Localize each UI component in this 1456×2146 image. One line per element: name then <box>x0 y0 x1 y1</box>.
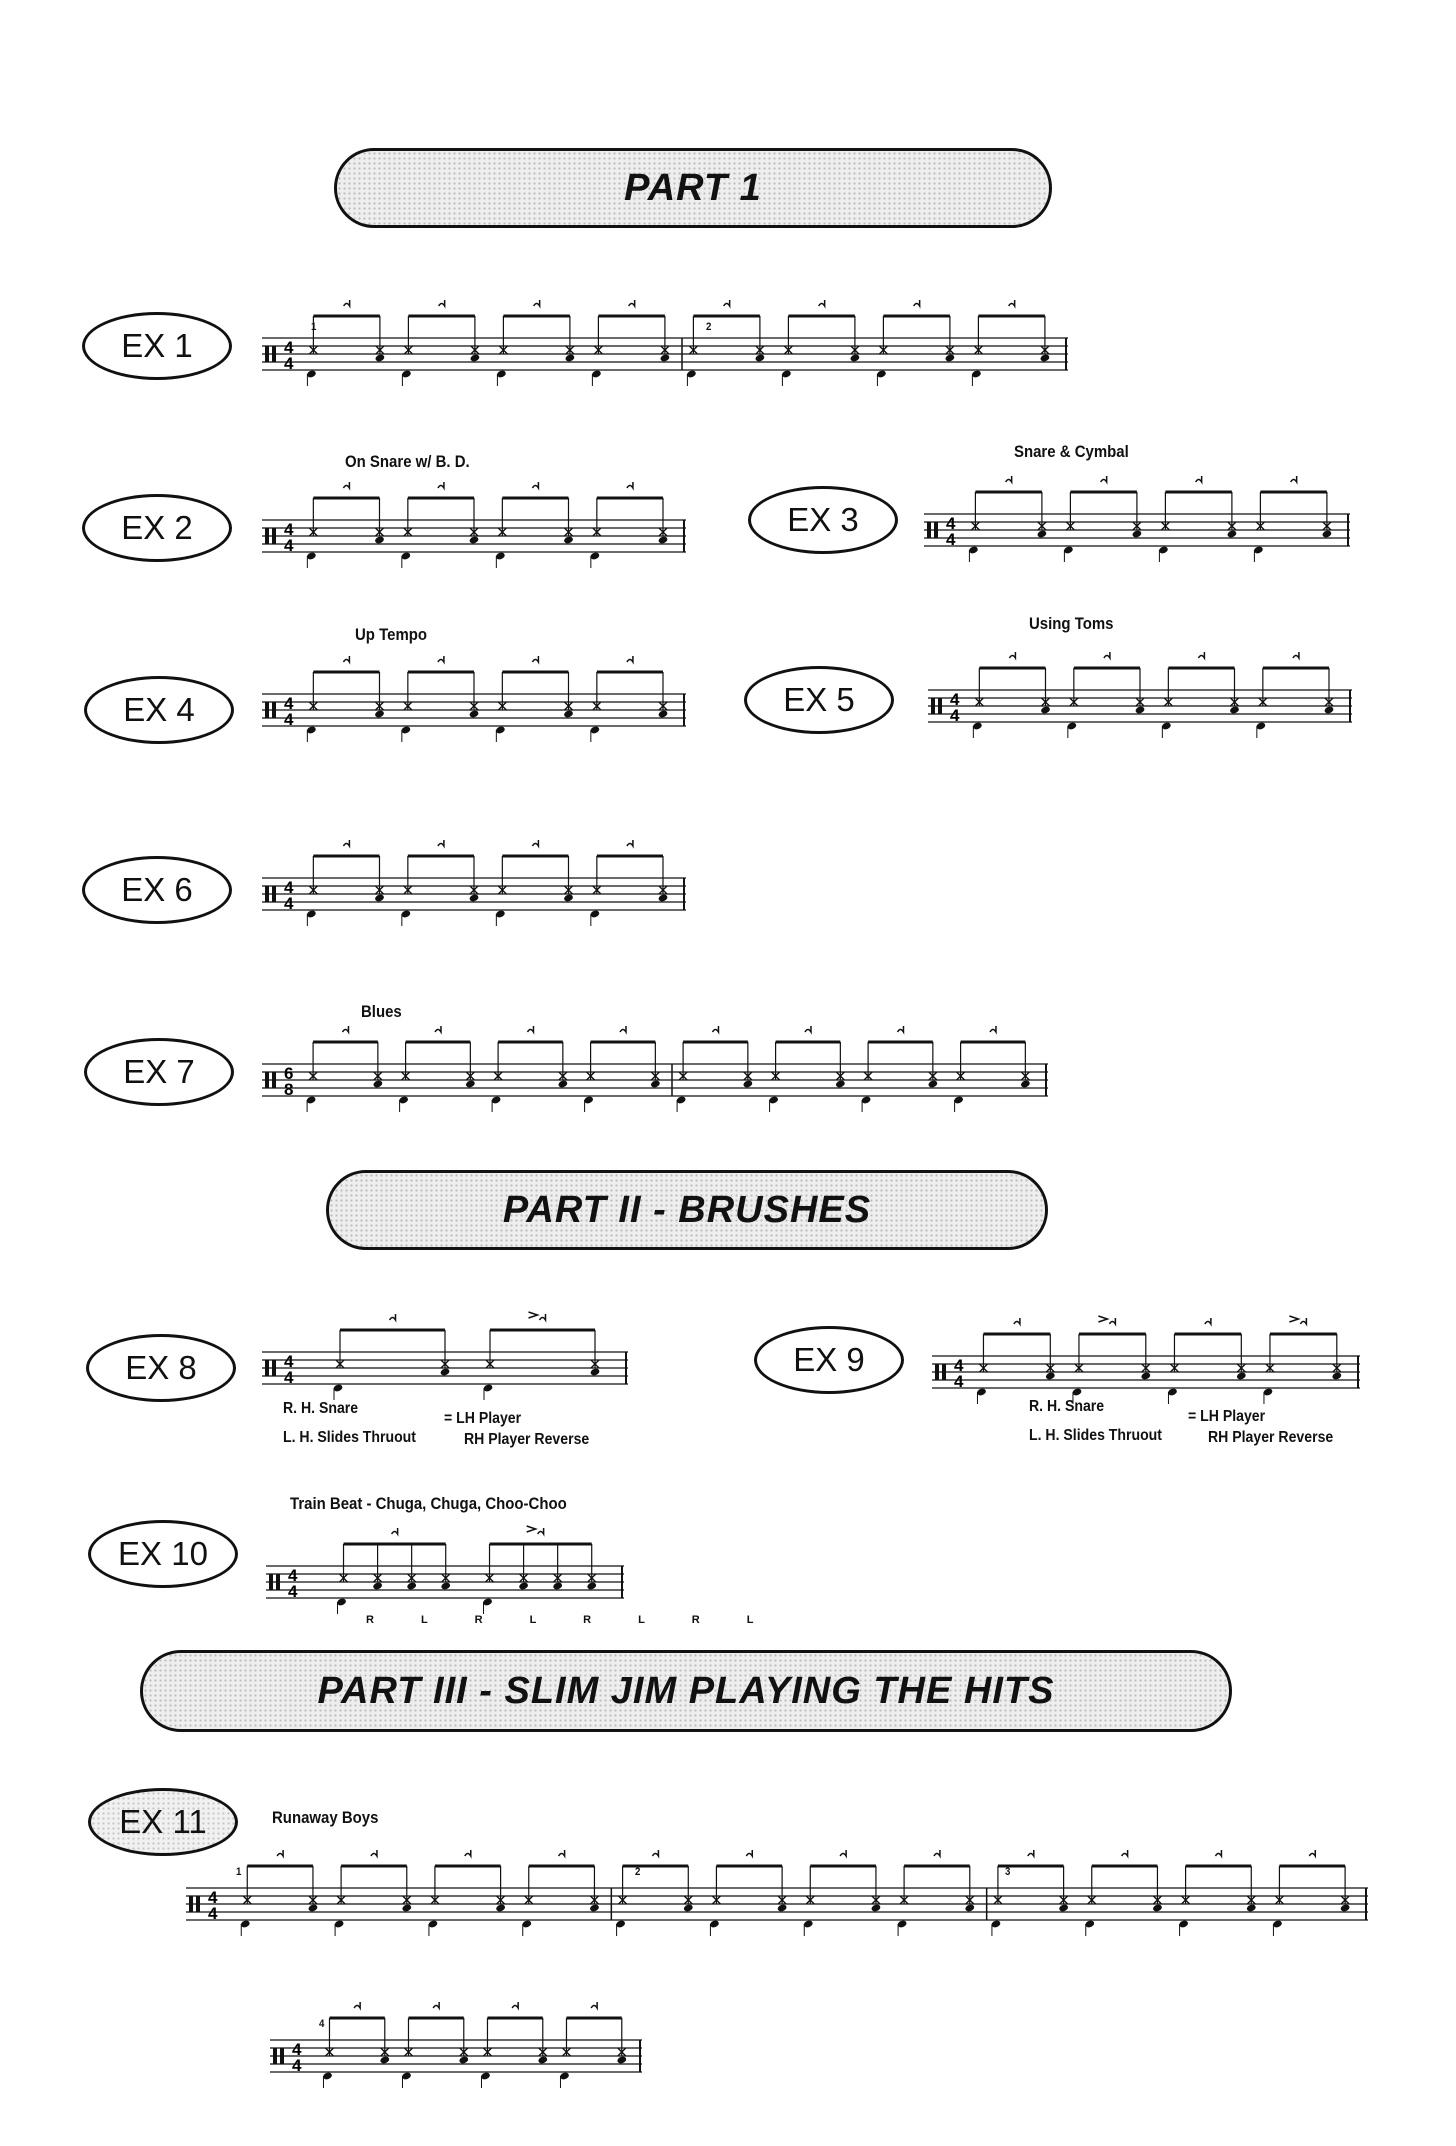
snare-notehead <box>850 353 861 362</box>
example-label-ex8: EX 8 <box>86 1334 236 1402</box>
time-signature-bottom: 4 <box>284 354 294 373</box>
swing-mark <box>819 300 825 306</box>
snare-notehead <box>743 1079 754 1088</box>
swing-mark <box>371 1850 377 1856</box>
snare-notehead <box>563 709 574 718</box>
snare-notehead <box>440 1367 451 1376</box>
percussion-clef <box>273 2048 277 2064</box>
swing-mark <box>934 1850 940 1856</box>
swing-mark <box>532 840 538 846</box>
swing-mark <box>1028 1850 1034 1856</box>
swing-mark <box>534 300 540 306</box>
note-text: R. H. Snare <box>283 1400 359 1417</box>
snare-notehead <box>755 353 766 362</box>
snare-notehead <box>616 2055 627 2064</box>
example-label-ex5: EX 5 <box>744 666 894 734</box>
snare-notehead <box>1322 529 1333 538</box>
example-label-ex9: EX 9 <box>754 1326 904 1394</box>
percussion-clef <box>269 1574 273 1590</box>
measure-number: 2 <box>706 321 712 333</box>
swing-mark <box>620 1026 626 1032</box>
note-text: = LH Player <box>444 1410 522 1427</box>
snare-notehead <box>835 1079 846 1088</box>
section-banner-part2 <box>326 1170 1048 1250</box>
percussion-clef <box>265 1360 269 1376</box>
snare-notehead <box>372 1581 383 1590</box>
measure-number: 2 <box>635 1866 641 1878</box>
snare-notehead <box>1236 1371 1247 1380</box>
time-signature-top: 4 <box>284 338 294 357</box>
swing-mark <box>532 656 538 662</box>
percussion-clef <box>934 522 938 538</box>
snare-notehead <box>1331 1371 1342 1380</box>
snare-notehead <box>375 353 386 362</box>
accent-mark <box>529 1312 538 1318</box>
snare-notehead <box>406 1581 417 1590</box>
note-text: = LH Player <box>1188 1408 1266 1425</box>
swing-mark <box>527 1026 533 1032</box>
snare-notehead <box>470 353 481 362</box>
percussion-clef <box>938 698 942 714</box>
snare-notehead <box>552 1581 563 1590</box>
snare-notehead <box>1058 1903 1069 1912</box>
swing-mark <box>438 656 444 662</box>
time-signature-top: 4 <box>950 690 960 709</box>
swing-mark <box>1309 1850 1315 1856</box>
swing-mark <box>1300 1318 1306 1324</box>
snare-notehead <box>1152 1903 1163 1912</box>
swing-mark <box>1009 652 1015 658</box>
percussion-clef <box>189 1896 193 1912</box>
snare-notehead <box>1135 705 1146 714</box>
swing-mark <box>1104 652 1110 658</box>
snare-notehead <box>1246 1903 1257 1912</box>
swing-mark <box>990 1026 996 1032</box>
example-caption: Blues <box>361 1002 402 1021</box>
example-caption: Runaway Boys <box>272 1808 379 1827</box>
swing-mark <box>343 482 349 488</box>
percussion-clef <box>272 886 276 902</box>
percussion-clef <box>265 702 269 718</box>
snare-notehead <box>537 2055 548 2064</box>
swing-mark <box>724 300 730 306</box>
swing-mark <box>277 1850 283 1856</box>
note-text: L. H. Slides Thruout <box>283 1429 416 1446</box>
swing-mark <box>392 1528 398 1534</box>
percussion-clef <box>196 1896 200 1912</box>
snare-notehead <box>518 1581 529 1590</box>
snare-notehead <box>1040 353 1051 362</box>
percussion-clef <box>265 528 269 544</box>
snare-notehead <box>589 1903 600 1912</box>
percussion-clef <box>272 1072 276 1088</box>
note-text: RH Player Reverse <box>1208 1429 1334 1446</box>
snare-notehead <box>1037 529 1048 538</box>
example-label-ex2: EX 2 <box>82 494 232 562</box>
section-title: PART 1 <box>624 166 762 209</box>
swing-mark <box>1293 652 1299 658</box>
time-signature-bottom: 4 <box>954 1372 964 1391</box>
measure-number: 4 <box>319 2018 325 2030</box>
example-caption: Using Toms <box>1029 614 1114 633</box>
swing-mark <box>1198 652 1204 658</box>
snare-notehead <box>1045 1371 1056 1380</box>
swing-mark <box>1122 1850 1128 1856</box>
percussion-clef <box>265 1072 269 1088</box>
note-text: R. H. Snare <box>1029 1398 1105 1415</box>
snare-notehead <box>379 2055 390 2064</box>
time-signature-top: 4 <box>284 878 294 897</box>
snare-notehead <box>374 709 385 718</box>
percussion-clef <box>276 1574 280 1590</box>
snare-notehead <box>1227 529 1238 538</box>
snare-notehead <box>440 1581 451 1590</box>
section-title: PART III - SLIM JIM PLAYING THE HITS <box>317 1669 1055 1712</box>
time-signature-bottom: 4 <box>950 706 960 725</box>
snare-notehead <box>565 353 576 362</box>
snare-notehead <box>495 1903 506 1912</box>
drum-staff-ex6 <box>262 872 686 922</box>
swing-mark <box>438 482 444 488</box>
swing-mark <box>1006 476 1012 482</box>
swing-mark <box>914 300 920 306</box>
swing-mark <box>627 656 633 662</box>
percussion-clef <box>935 1364 939 1380</box>
percussion-clef <box>265 886 269 902</box>
drum-staff-ex11 <box>186 1882 1368 1932</box>
swing-mark <box>805 1026 811 1032</box>
swing-mark <box>627 840 633 846</box>
swing-mark <box>532 482 538 488</box>
drum-staff-ex3 <box>924 508 1350 558</box>
percussion-clef <box>931 698 935 714</box>
sticking-pattern: R L R L R L R L <box>366 1614 776 1626</box>
time-signature-top: 4 <box>284 694 294 713</box>
snare-notehead <box>964 1903 975 1912</box>
snare-notehead <box>945 353 956 362</box>
swing-mark <box>627 482 633 488</box>
note-text: RH Player Reverse <box>464 1431 590 1448</box>
snare-notehead <box>1324 705 1335 714</box>
section-title: PART II - BRUSHES <box>502 1188 872 1231</box>
time-signature-bottom: 4 <box>284 710 294 729</box>
snare-notehead <box>683 1903 694 1912</box>
swing-mark <box>342 1026 348 1032</box>
time-signature-bottom: 4 <box>284 536 294 555</box>
snare-notehead <box>308 1903 319 1912</box>
snare-notehead <box>650 1079 661 1088</box>
swing-mark <box>1205 1318 1211 1324</box>
measure-number: 1 <box>236 1866 242 1878</box>
time-signature-top: 4 <box>284 520 294 539</box>
snare-notehead <box>871 1903 882 1912</box>
drum-staff-ex9 <box>932 1350 1360 1400</box>
drum-staff-ex4 <box>262 688 686 738</box>
swing-mark <box>1109 1318 1115 1324</box>
section-banner-part3 <box>140 1650 1232 1732</box>
swing-mark <box>1014 1318 1020 1324</box>
swing-mark <box>652 1850 658 1856</box>
snare-notehead <box>928 1079 939 1088</box>
snare-notehead <box>590 1367 601 1376</box>
swing-mark <box>1291 476 1297 482</box>
time-signature-top: 4 <box>946 514 956 533</box>
example-label-ex7: EX 7 <box>84 1038 234 1106</box>
snare-notehead <box>658 893 669 902</box>
percussion-clef <box>927 522 931 538</box>
snare-notehead <box>1229 705 1240 714</box>
example-caption: On Snare w/ B. D. <box>345 452 470 471</box>
percussion-clef <box>272 702 276 718</box>
time-signature-top: 4 <box>284 1352 294 1371</box>
swing-mark <box>343 656 349 662</box>
drum-staff-ex8 <box>262 1346 628 1396</box>
snare-notehead <box>777 1903 788 1912</box>
accent-mark <box>1289 1316 1298 1322</box>
time-signature-top: 4 <box>292 2040 302 2059</box>
drum-staff-ex1 <box>262 332 1068 382</box>
time-signature-bottom: 4 <box>284 894 294 913</box>
swing-mark <box>465 1850 471 1856</box>
snare-notehead <box>563 535 574 544</box>
swing-mark <box>712 1026 718 1032</box>
swing-mark <box>433 2002 439 2008</box>
swing-mark <box>897 1026 903 1032</box>
swing-mark <box>1009 300 1015 306</box>
time-signature-top: 4 <box>954 1356 964 1375</box>
time-signature-bottom: 4 <box>946 530 956 549</box>
percussion-clef <box>942 1364 946 1380</box>
drum-staff-ex11-line2 <box>270 2034 642 2084</box>
snare-notehead <box>401 1903 412 1912</box>
percussion-clef <box>272 528 276 544</box>
percussion-clef <box>280 2048 284 2064</box>
swing-mark <box>1215 1850 1221 1856</box>
swing-mark <box>438 840 444 846</box>
example-caption: Up Tempo <box>355 625 428 644</box>
swing-mark <box>344 300 350 306</box>
swing-mark <box>512 2002 518 2008</box>
swing-mark <box>591 2002 597 2008</box>
swing-mark <box>840 1850 846 1856</box>
swing-mark <box>629 300 635 306</box>
snare-notehead <box>465 1079 476 1088</box>
percussion-clef <box>272 346 276 362</box>
example-caption: Train Beat - Chuga, Chuga, Choo-Choo <box>290 1494 567 1513</box>
swing-mark <box>559 1850 565 1856</box>
snare-notehead <box>469 535 480 544</box>
example-label-ex10: EX 10 <box>88 1520 238 1588</box>
swing-mark <box>439 300 445 306</box>
measure-number: 3 <box>1005 1866 1011 1878</box>
snare-notehead <box>1020 1079 1031 1088</box>
swing-mark <box>1101 476 1107 482</box>
example-label-ex4: EX 4 <box>84 676 234 744</box>
swing-mark <box>1196 476 1202 482</box>
drum-staff-ex7 <box>262 1058 1048 1108</box>
snare-notehead <box>469 893 480 902</box>
accent-mark <box>527 1526 536 1532</box>
snare-notehead <box>469 709 480 718</box>
percussion-clef <box>272 1360 276 1376</box>
snare-notehead <box>458 2055 469 2064</box>
example-label-ex6: EX 6 <box>82 856 232 924</box>
time-signature-bottom: 4 <box>208 1904 218 1923</box>
snare-notehead <box>660 353 671 362</box>
example-label-ex11: EX 11 <box>88 1788 238 1856</box>
swing-mark <box>538 1528 544 1534</box>
snare-notehead <box>586 1581 597 1590</box>
snare-notehead <box>658 535 669 544</box>
snare-notehead <box>558 1079 569 1088</box>
snare-notehead <box>374 535 385 544</box>
time-signature-bottom: 4 <box>292 2056 302 2075</box>
time-signature-bottom: 4 <box>284 1368 294 1387</box>
snare-notehead <box>1040 705 1051 714</box>
swing-mark <box>746 1850 752 1856</box>
snare-notehead <box>563 893 574 902</box>
swing-mark <box>540 1314 546 1320</box>
note-text: L. H. Slides Thruout <box>1029 1427 1162 1444</box>
section-banner-part1 <box>334 148 1052 228</box>
time-signature-top: 4 <box>288 1566 298 1585</box>
drum-staff-ex5 <box>928 684 1352 734</box>
accent-mark <box>1098 1316 1107 1322</box>
example-caption: Snare & Cymbal <box>1014 442 1129 461</box>
example-label-ex3: EX 3 <box>748 486 898 554</box>
time-signature-bottom: 4 <box>288 1582 298 1601</box>
snare-notehead <box>658 709 669 718</box>
swing-mark <box>435 1026 441 1032</box>
time-signature-bottom: 8 <box>284 1080 294 1099</box>
snare-notehead <box>1132 529 1143 538</box>
swing-mark <box>390 1314 396 1320</box>
measure-number: 1 <box>311 321 317 333</box>
swing-mark <box>354 2002 360 2008</box>
swing-mark <box>343 840 349 846</box>
drum-staff-ex10 <box>266 1560 624 1610</box>
snare-notehead <box>374 893 385 902</box>
time-signature-top: 6 <box>284 1064 294 1083</box>
percussion-clef <box>265 346 269 362</box>
snare-notehead <box>373 1079 384 1088</box>
time-signature-top: 4 <box>208 1888 218 1907</box>
drum-staff-ex2 <box>262 514 686 564</box>
example-label-ex1: EX 1 <box>82 312 232 380</box>
snare-notehead <box>1340 1903 1351 1912</box>
snare-notehead <box>1140 1371 1151 1380</box>
